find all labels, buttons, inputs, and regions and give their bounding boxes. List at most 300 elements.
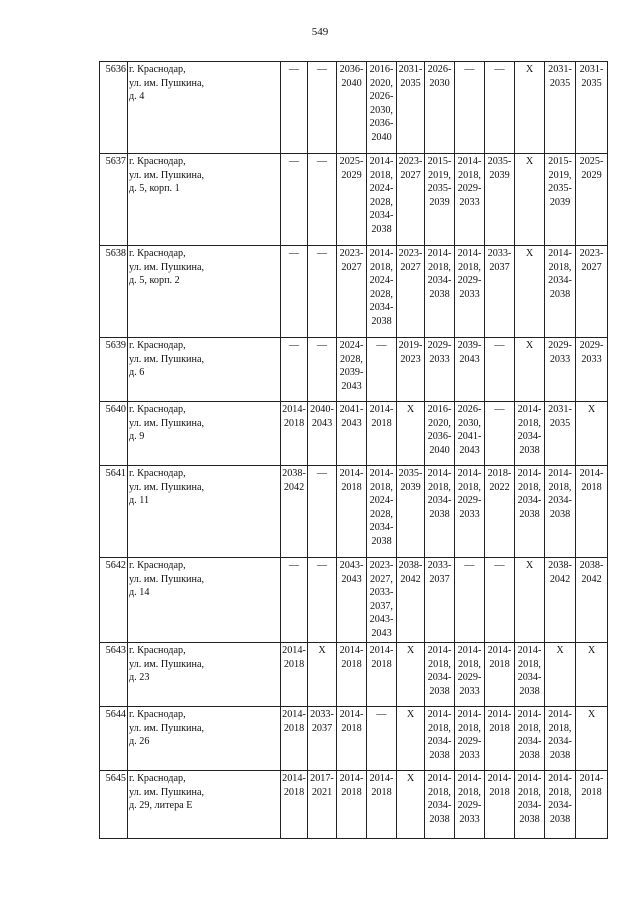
period-line: 2015- xyxy=(548,156,572,167)
period-cell xyxy=(425,643,455,707)
period-cell xyxy=(397,466,425,558)
period-cell xyxy=(337,246,367,338)
period-line: 2014- xyxy=(427,709,452,720)
period-line: 2014- xyxy=(339,468,364,479)
period-cell xyxy=(485,154,515,246)
period-line: 2038- xyxy=(282,468,306,479)
period-line: 2018, xyxy=(458,722,481,734)
period-line: 2015- xyxy=(427,156,452,167)
period-line: 2018, xyxy=(428,481,451,493)
period-cell xyxy=(545,246,576,338)
period-line: 2033 xyxy=(459,288,480,300)
period-cell xyxy=(455,707,485,771)
period-line: 2038 xyxy=(429,508,450,520)
period-cell xyxy=(515,558,545,643)
period-line: — xyxy=(288,156,300,167)
period-cell xyxy=(281,558,308,643)
period-line: 2038 xyxy=(429,288,450,300)
period-line: 2014- xyxy=(369,404,394,415)
period-line: 2014- xyxy=(369,248,394,259)
period-cell xyxy=(337,643,367,707)
period-line: 2020, xyxy=(428,417,451,429)
table-row xyxy=(100,558,608,643)
period-line: 2040- xyxy=(310,404,334,415)
period-line: 2034- xyxy=(369,302,394,314)
period-cell xyxy=(308,154,337,246)
period-line: 2042 xyxy=(283,481,305,493)
period-line: 2038 xyxy=(519,813,540,825)
period-cell xyxy=(485,707,515,771)
period-cell xyxy=(337,771,367,839)
period-line: 2014- xyxy=(369,468,394,479)
period-line: 2014- xyxy=(339,709,364,720)
period-line: 2039- xyxy=(339,367,364,379)
period-line: 2014- xyxy=(369,645,394,656)
period-cell xyxy=(545,62,576,154)
period-line: 2019- xyxy=(398,340,423,351)
period-cell xyxy=(576,338,608,402)
period-cell xyxy=(576,558,608,643)
period-line: 2023- xyxy=(339,248,364,259)
period-cell xyxy=(455,62,485,154)
period-line: 2014- xyxy=(369,156,394,167)
period-cell xyxy=(485,771,515,839)
address-line: г. Краснодар, xyxy=(129,645,186,656)
period-line: 2040 xyxy=(429,444,450,456)
period-cell xyxy=(281,643,308,707)
period-line: 2014- xyxy=(457,709,482,720)
period-line: 2039 xyxy=(400,481,421,493)
period-line: 2029- xyxy=(548,340,572,351)
period-line: 2038 xyxy=(549,508,571,520)
period-line: — xyxy=(316,340,328,351)
period-line: 2033 xyxy=(459,508,480,520)
period-line: 2018, xyxy=(548,786,572,798)
period-line: 2034- xyxy=(517,800,542,812)
period-cell xyxy=(337,338,367,402)
period-line: 2034- xyxy=(517,736,542,748)
address-cell xyxy=(128,771,281,839)
period-cell xyxy=(425,771,455,839)
period-line: 2014- xyxy=(457,645,482,656)
period-line: 2043 xyxy=(341,417,362,429)
period-line: 2037 xyxy=(311,722,333,734)
period-cell xyxy=(367,402,397,466)
table-row xyxy=(100,246,608,338)
period-line: 2018 xyxy=(283,658,305,670)
period-line: 2018, xyxy=(518,786,541,798)
period-line: 2043 xyxy=(311,417,333,429)
period-cell xyxy=(308,62,337,154)
period-line: 2033 xyxy=(459,749,480,761)
period-line: X xyxy=(318,645,326,656)
period-line: X xyxy=(525,64,534,75)
period-line: — xyxy=(464,64,475,75)
address-line: д. 23 xyxy=(129,672,150,684)
address-line: ул. им. Пушкина, xyxy=(129,261,205,273)
period-line: 2024- xyxy=(369,495,394,507)
period-line: 2018 xyxy=(489,658,510,670)
period-line: 2025- xyxy=(339,156,364,167)
period-line: 2039 xyxy=(549,196,571,208)
period-line: 2023- xyxy=(579,248,604,259)
address-cell xyxy=(128,62,281,154)
period-line: 2040 xyxy=(371,131,392,143)
period-cell xyxy=(281,402,308,466)
period-line: 2035- xyxy=(427,183,452,195)
period-line: 2042 xyxy=(581,573,602,585)
period-line: 2023- xyxy=(398,248,423,259)
address-line: ул. им. Пушкина, xyxy=(129,417,205,429)
period-line: 2014- xyxy=(457,468,482,479)
period-line: 2029- xyxy=(579,340,604,351)
period-line: — xyxy=(464,560,475,571)
table-row xyxy=(100,643,608,707)
period-line: 2018, xyxy=(428,658,451,670)
period-line: 2017- xyxy=(310,773,334,784)
row-number: 5644 xyxy=(100,707,128,771)
period-line: 2034- xyxy=(517,672,542,684)
period-line: X xyxy=(406,709,415,720)
period-line: 2018 xyxy=(371,786,392,798)
period-line: — xyxy=(494,340,505,351)
period-cell xyxy=(455,771,485,839)
period-cell xyxy=(576,643,608,707)
period-line: 2018, xyxy=(370,261,393,273)
period-cell xyxy=(367,246,397,338)
period-line: 2038 xyxy=(549,749,571,761)
period-line: 2025- xyxy=(579,156,604,167)
period-line: 2027 xyxy=(581,261,602,273)
period-cell xyxy=(308,771,337,839)
period-line: 2014- xyxy=(457,248,482,259)
period-line: 2038 xyxy=(429,749,450,761)
period-line: 2034- xyxy=(548,495,572,507)
address-line: ул. им. Пушкина, xyxy=(129,658,205,670)
period-line: 2037, xyxy=(370,600,393,612)
period-line: 2018 xyxy=(489,722,510,734)
page-number: 549 xyxy=(311,26,329,38)
period-line: 2019, xyxy=(548,169,572,181)
period-line: 2026- xyxy=(457,404,482,415)
period-cell xyxy=(515,707,545,771)
period-cell xyxy=(455,154,485,246)
address-line: г. Краснодар, xyxy=(129,709,186,720)
period-cell xyxy=(367,643,397,707)
row-number: 5637 xyxy=(100,154,128,246)
period-line: 2026- xyxy=(369,91,394,103)
row-number: 5638 xyxy=(100,246,128,338)
period-line: 2029- xyxy=(457,800,482,812)
period-cell xyxy=(515,771,545,839)
period-cell xyxy=(425,338,455,402)
period-line: X xyxy=(406,645,415,656)
period-cell xyxy=(425,558,455,643)
period-line: — xyxy=(288,64,300,75)
period-line: 2024- xyxy=(369,183,394,195)
period-cell xyxy=(425,707,455,771)
period-line: 2018 xyxy=(341,786,362,798)
period-line: — xyxy=(316,248,328,259)
period-line: 2023- xyxy=(369,560,394,571)
period-line: 2014- xyxy=(548,709,572,720)
period-line: 2027, xyxy=(370,573,393,585)
period-line: 2039 xyxy=(489,169,510,181)
period-line: 2014- xyxy=(369,773,394,784)
period-line: 2038 xyxy=(519,508,540,520)
period-cell xyxy=(397,643,425,707)
period-line: — xyxy=(288,340,300,351)
period-line: — xyxy=(494,404,505,415)
period-line: X xyxy=(587,709,596,720)
period-line: 2038 xyxy=(371,315,392,327)
period-line: 2038 xyxy=(519,444,540,456)
period-line: 2033 xyxy=(459,685,480,697)
period-cell xyxy=(397,558,425,643)
period-line: 2034- xyxy=(548,800,572,812)
period-line: 2028, xyxy=(370,508,393,520)
period-line: 2036- xyxy=(369,118,394,130)
period-cell xyxy=(576,154,608,246)
period-line: 2018 xyxy=(283,786,305,798)
period-line: 2014- xyxy=(517,468,542,479)
address-line: г. Краснодар, xyxy=(129,156,186,167)
period-line: 2020, xyxy=(370,77,393,89)
address-cell xyxy=(128,466,281,558)
period-line: X xyxy=(587,645,596,656)
address-line: ул. им. Пушкина, xyxy=(129,786,205,798)
address-line: г. Краснодар, xyxy=(129,64,186,75)
table-row xyxy=(100,338,608,402)
period-line: — xyxy=(376,709,387,720)
period-cell xyxy=(455,558,485,643)
period-line: 2038- xyxy=(579,560,604,571)
period-line: X xyxy=(525,560,534,571)
period-cell xyxy=(576,402,608,466)
period-line: 2014- xyxy=(517,709,542,720)
period-line: 2043 xyxy=(341,573,362,585)
period-line: 2023 xyxy=(400,353,421,365)
period-line: 2034- xyxy=(427,672,452,684)
address-line: г. Краснодар, xyxy=(129,404,186,415)
period-line: 2035- xyxy=(548,183,572,195)
period-line: X xyxy=(525,340,534,351)
period-line: 2028, xyxy=(370,196,393,208)
period-cell xyxy=(425,466,455,558)
period-cell xyxy=(397,62,425,154)
period-line: 2018, xyxy=(370,169,393,181)
period-line: 2036- xyxy=(427,431,452,443)
period-line: 2018, xyxy=(458,261,481,273)
period-line: 2034- xyxy=(517,495,542,507)
period-line: 2029 xyxy=(581,169,602,181)
address-cell xyxy=(128,402,281,466)
period-line: 2034- xyxy=(548,736,572,748)
period-line: 2018, xyxy=(458,481,481,493)
period-line: 2033 xyxy=(459,196,480,208)
period-cell xyxy=(367,338,397,402)
period-line: 2014- xyxy=(427,468,452,479)
period-line: 2035- xyxy=(398,468,423,479)
period-line: — xyxy=(494,560,505,571)
period-line: 2035- xyxy=(487,156,512,167)
period-line: 2039- xyxy=(457,340,482,351)
period-line: — xyxy=(288,248,300,259)
period-line: 2027 xyxy=(341,261,362,273)
period-cell xyxy=(485,558,515,643)
period-line: 2027 xyxy=(400,261,421,273)
period-line: 2031- xyxy=(548,404,572,415)
period-line: — xyxy=(288,560,300,571)
table-row xyxy=(100,154,608,246)
period-line: 2029- xyxy=(457,495,482,507)
period-line: X xyxy=(525,248,534,259)
period-line: X xyxy=(587,404,596,415)
period-cell xyxy=(485,402,515,466)
period-line: 2018, xyxy=(518,722,541,734)
period-line: 2018 xyxy=(341,722,362,734)
period-line: 2018, xyxy=(458,169,481,181)
period-cell xyxy=(397,246,425,338)
period-cell xyxy=(545,771,576,839)
address-line: д. 4 xyxy=(129,91,145,103)
period-cell xyxy=(308,643,337,707)
period-cell xyxy=(367,62,397,154)
period-line: 2035 xyxy=(549,77,571,89)
period-cell xyxy=(545,338,576,402)
period-cell xyxy=(337,707,367,771)
period-line: 2014- xyxy=(427,248,452,259)
period-line: 2038 xyxy=(519,749,540,761)
period-cell xyxy=(367,558,397,643)
address-line: ул. им. Пушкина, xyxy=(129,722,205,734)
period-cell xyxy=(397,771,425,839)
period-line: 2038 xyxy=(371,223,392,235)
period-line: 2034- xyxy=(517,431,542,443)
table-row xyxy=(100,707,608,771)
table-row xyxy=(100,62,608,154)
period-line: X xyxy=(406,404,415,415)
period-line: 2018, xyxy=(518,417,541,429)
period-line: 2029 xyxy=(341,169,362,181)
period-line: 2014- xyxy=(579,773,604,784)
period-line: 2019, xyxy=(428,169,451,181)
period-line: 2033- xyxy=(427,560,452,571)
period-line: 2038 xyxy=(549,813,571,825)
address-line: ул. им. Пушкина, xyxy=(129,353,205,365)
period-cell xyxy=(485,643,515,707)
period-line: 2014- xyxy=(339,773,364,784)
period-line: X xyxy=(406,773,415,784)
period-cell xyxy=(367,771,397,839)
period-line: 2027 xyxy=(400,169,421,181)
period-line: 2014- xyxy=(579,468,604,479)
address-cell xyxy=(128,338,281,402)
period-line: 2038 xyxy=(519,685,540,697)
period-line: 2033 xyxy=(459,813,480,825)
address-line: д. 6 xyxy=(129,367,145,379)
address-line: д. 29, литера Е xyxy=(129,800,193,812)
period-cell xyxy=(545,558,576,643)
period-line: 2014- xyxy=(339,645,364,656)
period-line: 2034- xyxy=(427,275,452,287)
period-cell xyxy=(308,402,337,466)
period-cell xyxy=(515,246,545,338)
period-line: 2034- xyxy=(427,800,452,812)
address-line: г. Краснодар, xyxy=(129,468,186,479)
period-cell xyxy=(337,466,367,558)
address-line: г. Краснодар, xyxy=(129,560,186,571)
period-line: 2018 xyxy=(371,658,392,670)
address-line: ул. им. Пушкина, xyxy=(129,77,205,89)
period-line: 2018 xyxy=(283,417,305,429)
period-line: 2042 xyxy=(549,573,571,585)
period-line: 2043 xyxy=(459,353,480,365)
period-cell xyxy=(337,62,367,154)
period-line: 2014- xyxy=(282,709,306,720)
period-cell xyxy=(281,466,308,558)
period-line: 2026- xyxy=(427,64,452,75)
period-cell xyxy=(485,466,515,558)
period-cell xyxy=(281,338,308,402)
period-cell xyxy=(576,246,608,338)
period-cell xyxy=(515,466,545,558)
period-line: 2018, xyxy=(428,722,451,734)
period-line: 2031- xyxy=(548,64,572,75)
period-line: 2041- xyxy=(457,431,482,443)
period-line: 2014- xyxy=(517,404,542,415)
period-line: 2024- xyxy=(369,275,394,287)
period-line: 2042 xyxy=(400,573,421,585)
period-line: 2014- xyxy=(487,773,512,784)
period-line: 2018 xyxy=(341,481,362,493)
period-line: 2018, xyxy=(428,261,451,273)
period-line: 2014- xyxy=(548,468,572,479)
period-line: 2033 xyxy=(429,353,450,365)
period-line: 2014- xyxy=(517,645,542,656)
period-line: — xyxy=(376,340,387,351)
period-line: 2014- xyxy=(282,645,306,656)
period-cell xyxy=(425,154,455,246)
period-line: 2018, xyxy=(458,658,481,670)
row-number: 5640 xyxy=(100,402,128,466)
period-line: 2018 xyxy=(341,658,362,670)
period-line: 2033- xyxy=(310,709,334,720)
period-line: 2014- xyxy=(457,156,482,167)
schedule-table xyxy=(99,61,608,839)
period-line: 2043 xyxy=(459,444,480,456)
address-cell xyxy=(128,707,281,771)
period-line: 2038- xyxy=(548,560,572,571)
period-cell xyxy=(485,246,515,338)
period-line: 2014- xyxy=(548,773,572,784)
period-cell xyxy=(545,643,576,707)
period-line: 2031- xyxy=(579,64,604,75)
period-cell xyxy=(308,246,337,338)
period-line: 2031- xyxy=(398,64,423,75)
period-line: 2043 xyxy=(371,627,392,639)
period-line: 2037 xyxy=(429,573,450,585)
period-line: — xyxy=(316,468,328,479)
period-line: 2034- xyxy=(427,495,452,507)
table-row xyxy=(100,466,608,558)
address-line: д. 9 xyxy=(129,431,145,443)
table-row xyxy=(100,402,608,466)
period-line: — xyxy=(494,64,505,75)
period-line: 2043- xyxy=(339,560,364,571)
period-line: 2040 xyxy=(341,77,362,89)
period-cell xyxy=(545,707,576,771)
